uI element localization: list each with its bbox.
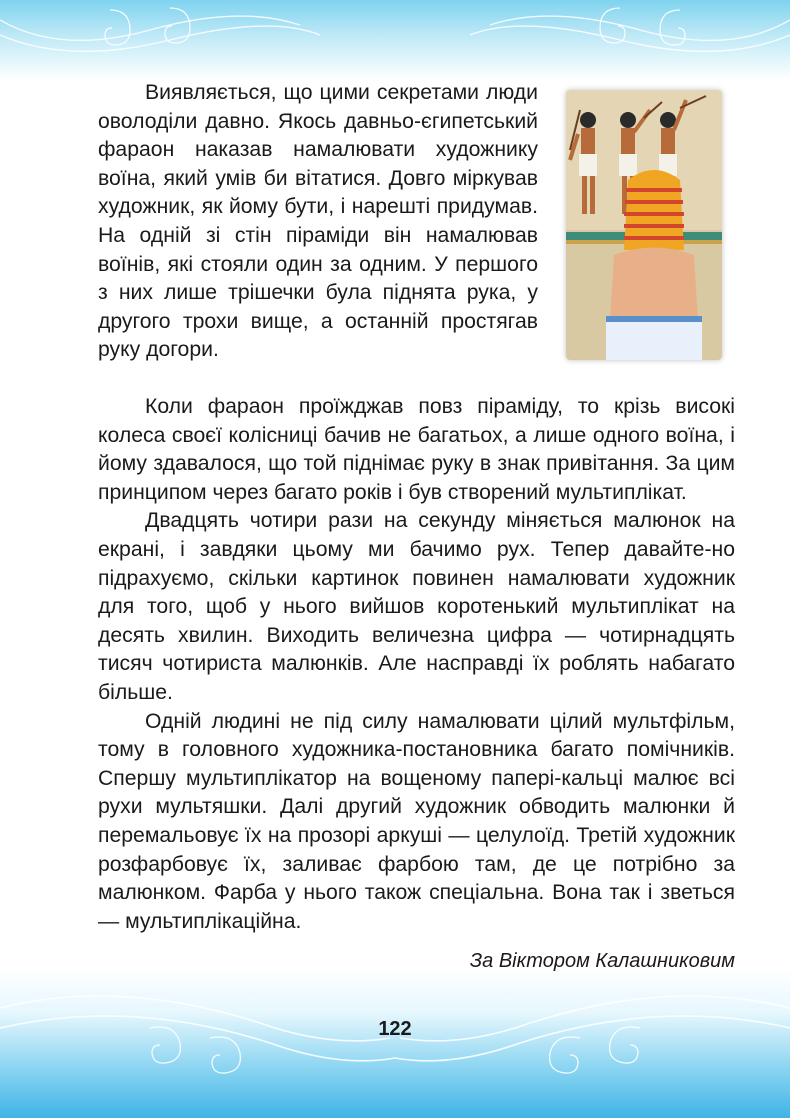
text-block-top bbox=[98, 79, 538, 365]
paragraph-4: Одній людині не під силу намалювати цілий мультфільм, тому в головного художника-постановника багато помічників. Спершу мультиплікатор на вощеному папері-кальці малює всі рухи мультяшки. Далі другий художник обводить малюнки й перемальовує їх на прозорі аркуші — целулоїд. Третій художник розфарбовує їх, заливає фарбою там, де це потрібно за малюнком. Фарба у нього також спеціальна. Вона так і зветься — мультиплікаційна. bbox=[98, 709, 735, 933]
header-ornament bbox=[0, 0, 790, 80]
text-block-main bbox=[98, 393, 735, 936]
paragraph-1: Виявляється, що цими секретами люди оволоділи давно. Якось давньо-єгипетський фараон наказав намалювати художнику воїна, який умів би вітатися. Довго міркував художник, як йому бути, і нарешті придумав. На одній зі стін піраміди він намалював воїнів, які стояли один за одним. У першого з них лише трішечки була піднята рука, у другого трохи вище, а останній простягав руку догори. bbox=[98, 81, 538, 362]
page-number: 122 bbox=[378, 1018, 412, 1040]
egyptian-illustration bbox=[566, 90, 722, 360]
paragraph-2: Коли фараон проїжджав повз піраміду, то крізь високі колеса своєї колісниці бачив не багатьох, а лише одного воїна, і йому здавалося, що той піднімає руку в знак привітання. За цим принципом через багато років і був створений мультиплікат. bbox=[98, 395, 735, 504]
paragraph-3: Двадцять чотири рази на секунду міняється малюнок на екрані, і завдяки цьому ми бачимо рух. Тепер давайте-но підрахуємо, скільки картинок повинен намалювати художник для того, щоб у нього вийшов коротенький мультиплікат на десять хвилин. Виходить величезна цифра — чотирнадцять тисяч чотириста малюнків. Але насправді їх роблять набагато більше. bbox=[98, 509, 735, 704]
author-attribution: За Віктором Калашниковим bbox=[469, 950, 735, 972]
pharaoh-warriors-picture bbox=[566, 90, 722, 360]
footer-ornament bbox=[0, 968, 790, 1118]
